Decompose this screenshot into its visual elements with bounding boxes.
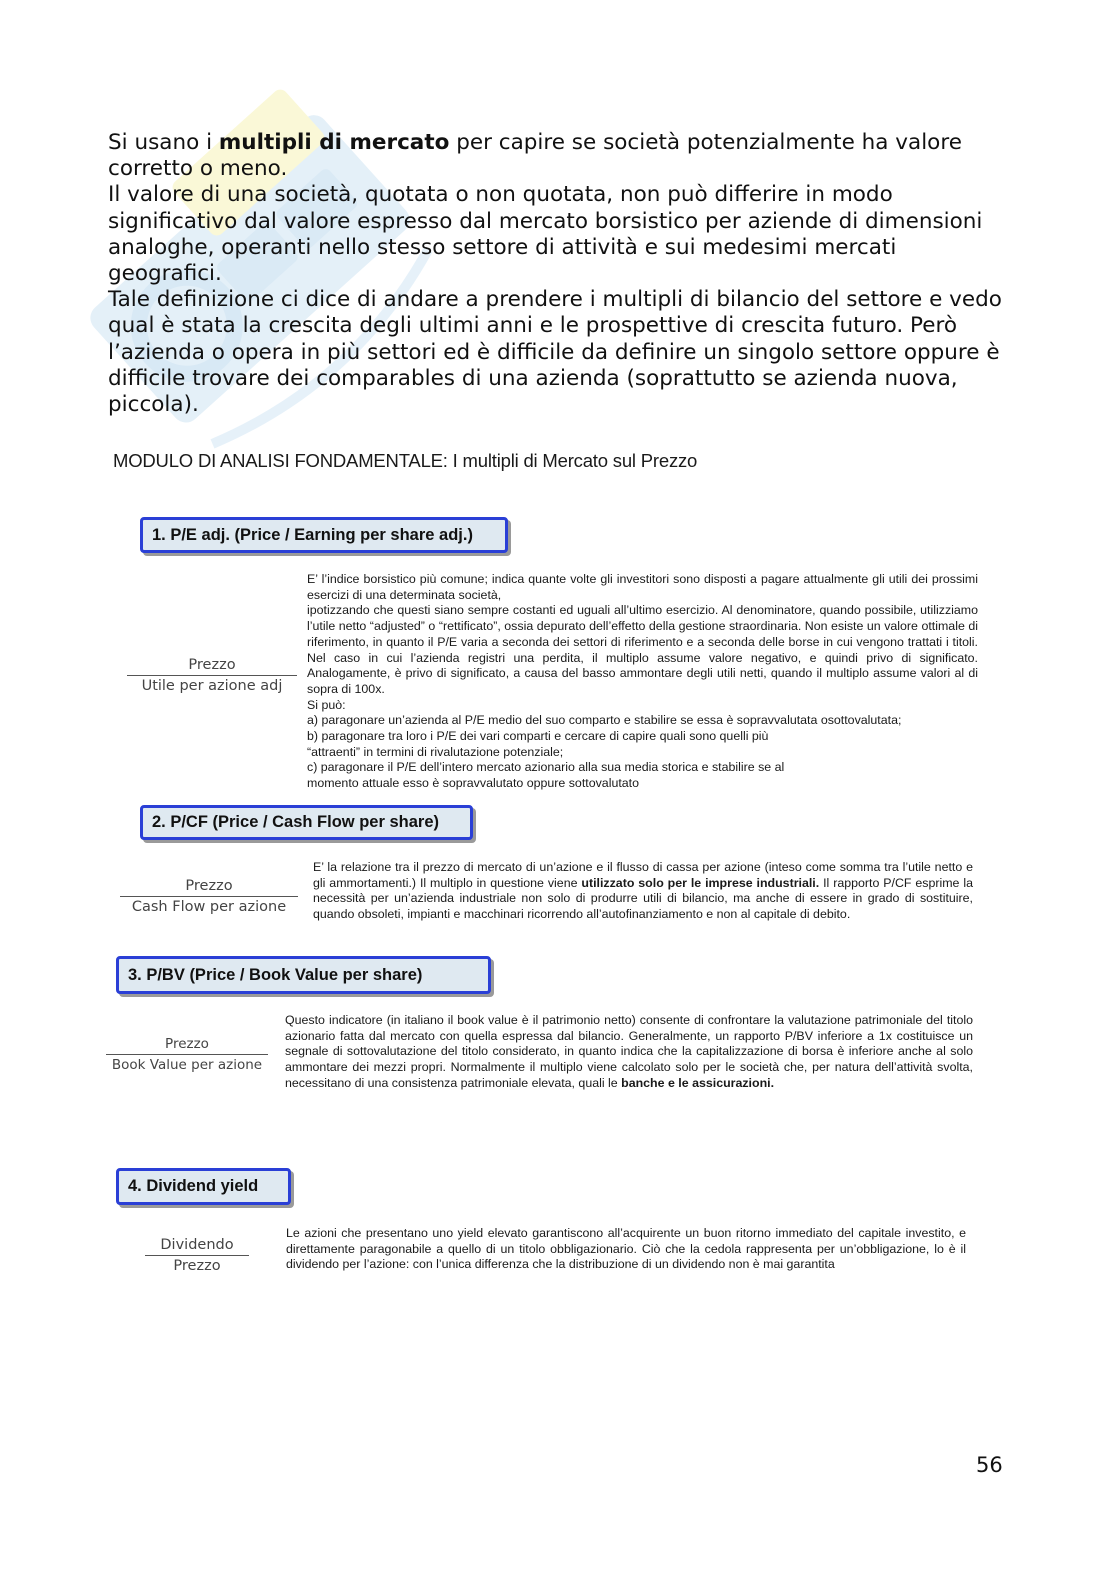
intro-text <box>108 130 1008 418</box>
pcf-numerator: Prezzo <box>120 878 298 897</box>
pcf-description: E’ la relazione tra il prezzo di mercato di un’azione e il flusso di cassa per azione (inteso come somma tra l’utile netto e gli ammortamenti.) Il multiplo in questione viene utilizzato solo per le imprese industriali. Il rapporto P/CF esprime la necessità per un’azienda industriale non solo di produrre utili di bilancio, ma anche di essere in grado di sostituire, quando obsoleti, impianti e macchinari ricorrendo all’autofinanziamento e non al capitale di debito. <box>313 860 973 922</box>
dividend-denominator: Prezzo <box>173 1258 221 1274</box>
pbv-formula <box>106 1036 268 1073</box>
section-title: MODULO DI ANALISI FONDAMENTALE: I multipli di Mercato sul Prezzo <box>113 450 698 471</box>
intro-bold-term: multipli di mercato <box>218 130 450 155</box>
pcf-formula <box>120 878 298 915</box>
pcf-denominator: Cash Flow per azione <box>131 899 287 915</box>
pbv-numerator: Prezzo <box>106 1036 268 1055</box>
pe-formula <box>127 657 297 694</box>
pbv-denominator: Book Value per azione <box>111 1057 263 1073</box>
dividend-formula <box>145 1237 249 1274</box>
dividend-title-box: 4. Dividend yield <box>116 1168 291 1205</box>
intro-paragraph-1: Si usano i multipli di mercato per capire se società potenzialmente ha valore corretto o meno. <box>108 130 962 182</box>
intro-paragraph-2: Il valore di una società, quotata o non quotata, non può differire in modo significativo dal valore espresso dal mercato borsistico per aziende di dimensioni analoghe, operanti nello stesso settore di attività e sui medesimi mercati geografici. <box>108 182 983 287</box>
pe-description: E’ l’indice borsistico più comune; indica quante volte gli investitori sono disposti a pagare attualmente gli utili dei prossimi esercizi di una determinata società, ipotizzando che questi siano sempre costanti ed uguali all’ultimo esercizio. Al denominatore, quando possibile, utilizziamo l’utile netto “adjusted” o “rettificato”, ossia depurato dell’effetto della gestione straordinaria. Non esiste un valore ottimale di riferimento, in quanto il P/E varia a seconda dei settori di riferimento e a seconda delle borse in cui vengono trattati i titoli. Nel caso in cui l’azienda registri una perdita, il multiplo assume valore negativo, e quindi privo di significato. Analogamente, è privo di significato, a causa del basso ammontare degli utili netti, quando il multiplo assume valori al di sopra di 100x. Si può: a) paragonare un’azienda al P/E medio del suo comparto e stabilire se essa è sopravvalutata osottovalutata; b) paragonare tra loro i P/E dei vari comparti e cercare di capire quali sono quelli più “attraenti” in termini di rivalutazione potenziale; c) paragonare il P/E dell’intero mercato azionario alla sua media storica e stabilire se al momento attuale esso è sopravvalutato oppure sottovalutato <box>307 572 978 791</box>
pe-denominator: Utile per azione adj <box>141 678 283 694</box>
dividend-description: Le azioni che presentano uno yield elevato garantiscono all’acquirente un buon ritorno immediato del capitale investito, e direttamente paragonabile a quello di un titolo obbligazionario. Ciò che la cedola rappresenta per un’obbligazione, lo è il dividendo per l’azione: con l’unica differenza che la distribuzione di un dividendo non è mai garantita <box>286 1226 966 1272</box>
pbv-title-box: 3. P/BV (Price / Book Value per share) <box>116 956 491 994</box>
page-number: 56 <box>976 1453 1003 1477</box>
dividend-numerator: Dividendo <box>145 1237 249 1256</box>
pbv-description: Questo indicatore (in italiano il book value è il patrimonio netto) consente di confrontare la valutazione patrimoniale del titolo azionario fatta dal mercato con quella espressa dal bilancio. Generalmente, un rapporto P/BV inferiore a 1x costituisce un segnale di sottovalutazione del titolo considerato, in quanto indica che la capitalizzazione di borsa è inferiore anche al solo ammontare dei mezzi propri. Normalmente il multiplo viene calcolato solo per le società che, per natura dell’attività svolta, necessitano di una consistenza patrimoniale elevata, quali le banche e le assicurazioni. <box>285 1013 973 1090</box>
pcf-title-box: 2. P/CF (Price / Cash Flow per share) <box>140 805 473 840</box>
pe-title-box: 1. P/E adj. (Price / Earning per share adj.) <box>140 517 508 553</box>
intro-paragraph-3: Tale definizione ci dice di andare a prendere i multipli di bilancio del settore e vedo qual è stata la crescita degli ultimi anni e le prospettive di crescita futuro. Però l’azienda o opera in più settori ed è difficile da definire un singolo settore oppure è difficile trovare dei comparables di una azienda (soprattutto se azienda nuova, piccola). <box>108 287 1002 418</box>
pe-numerator: Prezzo <box>127 657 297 676</box>
